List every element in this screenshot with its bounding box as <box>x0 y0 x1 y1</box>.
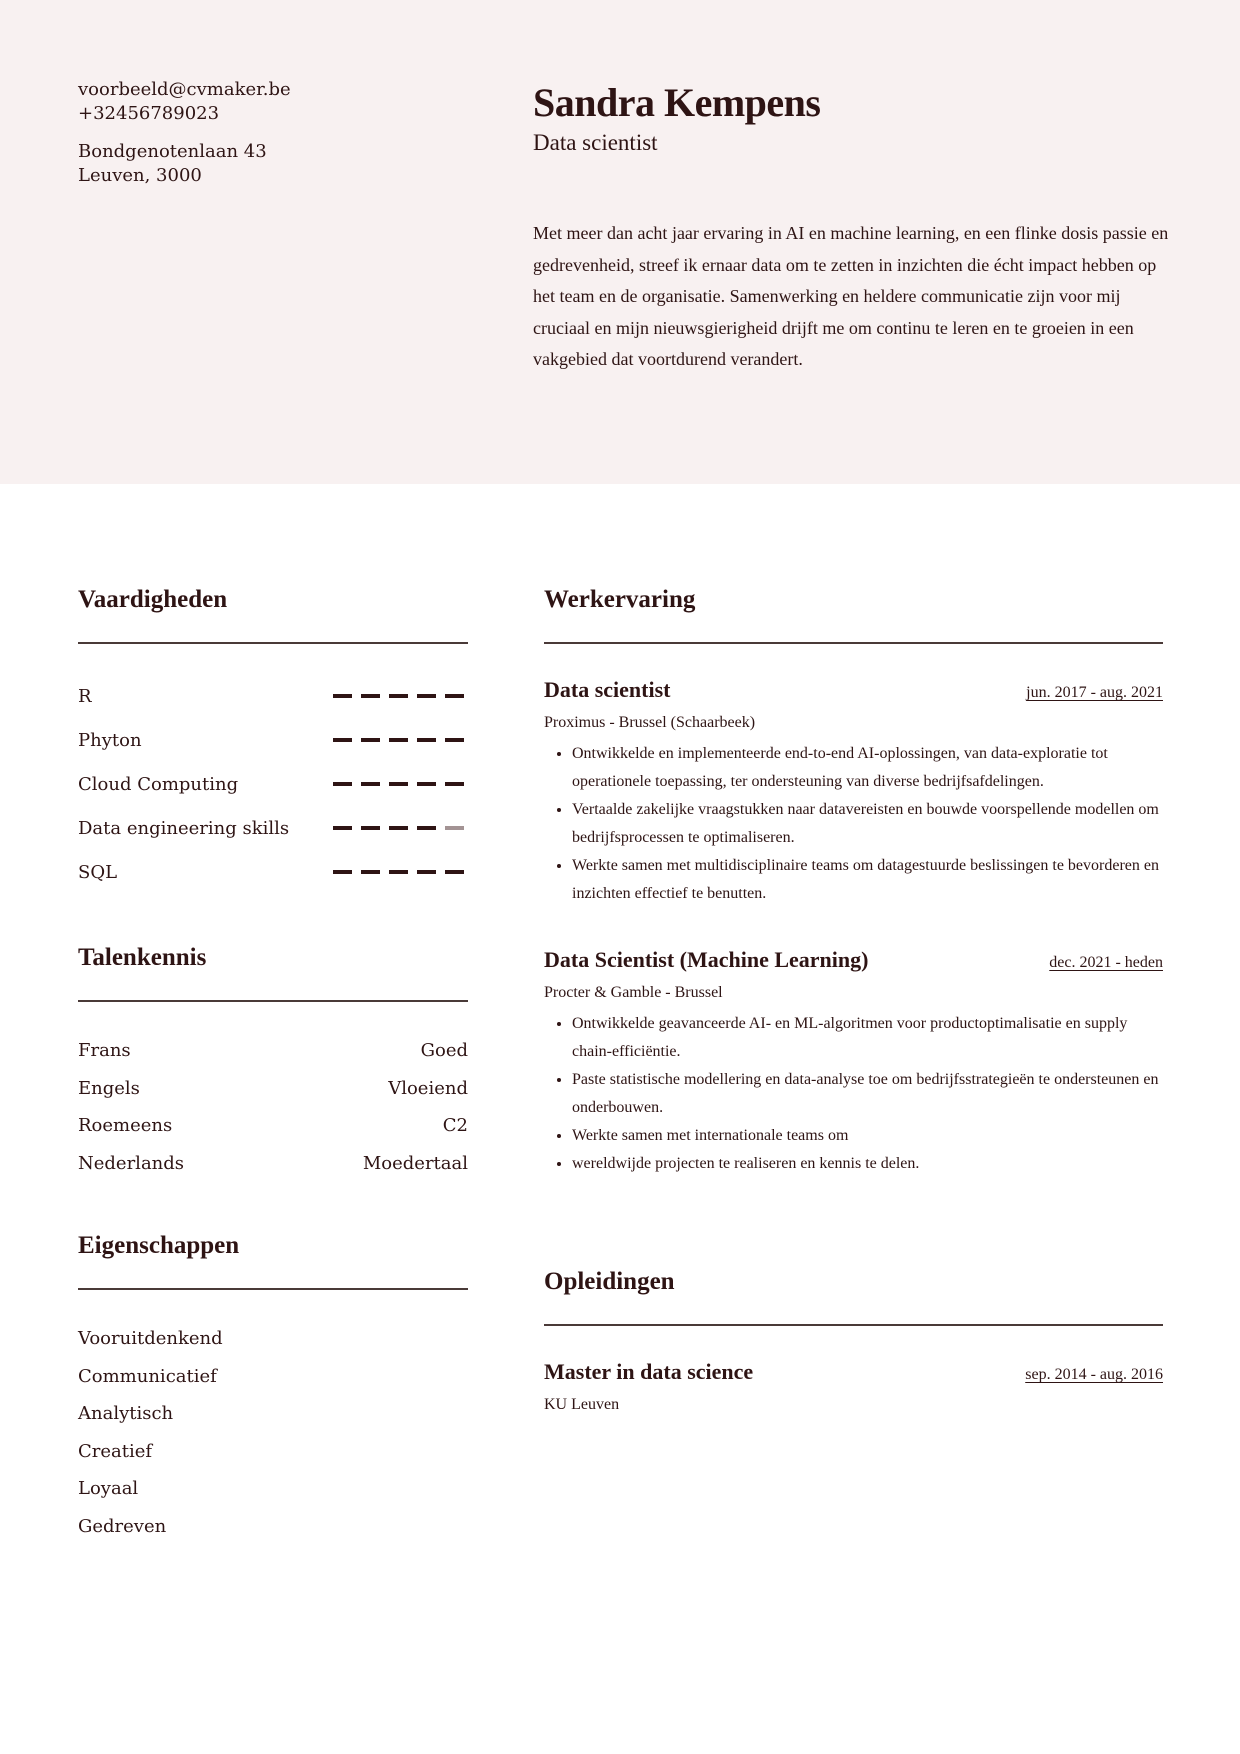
language-row <box>78 1032 468 1070</box>
right-column <box>544 580 1163 1416</box>
skill-level-meter <box>333 738 464 742</box>
skill-row <box>78 718 468 762</box>
skill-level-segment-filled <box>333 826 352 830</box>
skill-name: R <box>78 685 92 707</box>
job-company: Procter & Gamble - Brussel <box>544 984 723 1001</box>
section-title-experience: Werkervaring <box>544 586 696 613</box>
language-level: Moedertaal <box>362 1152 468 1174</box>
skill-level-segment-filled <box>361 870 380 874</box>
skill-level-segment-filled <box>417 694 436 698</box>
traits-list <box>78 1320 468 1545</box>
section-divider <box>78 1000 468 1002</box>
languages-section <box>78 938 468 1182</box>
job-date: jun. 2017 - aug. 2021 <box>1026 684 1163 701</box>
section-divider <box>544 1324 1163 1326</box>
skills-list <box>78 674 468 894</box>
education-entry <box>544 1356 1163 1416</box>
job-bullet: • Ontwikkelde en implementeerde end-to-end AI-oplossingen, van data-exploratie tot operationele toepassing, ter ondersteuning van diverse bedrijfsafdelingen. <box>572 740 1163 796</box>
skills-section <box>78 580 468 894</box>
education-section <box>544 1262 1163 1416</box>
language-name: Nederlands <box>78 1152 185 1174</box>
job-role: Data scientist <box>544 677 671 702</box>
skill-level-segment-filled <box>417 870 436 874</box>
skill-level-segment-filled <box>445 782 464 786</box>
skill-name: SQL <box>78 861 118 883</box>
section-title-languages: Talenkennis <box>78 944 207 971</box>
language-level: Vloeiend <box>388 1077 468 1099</box>
skill-level-segment-filled <box>389 738 408 742</box>
section-divider <box>78 1288 468 1290</box>
skill-level-segment-filled <box>389 826 408 830</box>
skill-level-segment-empty <box>445 826 464 830</box>
job-header <box>544 944 1163 976</box>
experience-list <box>544 674 1163 1178</box>
trait-item: Gedreven <box>78 1515 167 1537</box>
traits-section <box>78 1226 468 1545</box>
skill-level-meter <box>333 694 464 698</box>
job-header <box>544 674 1163 706</box>
job-bullet: • Ontwikkelde geavanceerde AI- en ML-algoritmen voor productoptimalisatie en supply chain-efficiëntie. <box>572 1010 1163 1066</box>
trait-item: Vooruitdenkend <box>78 1328 223 1349</box>
skill-level-segment-filled <box>361 738 380 742</box>
contact-info <box>78 78 291 188</box>
job-role: Data Scientist (Machine Learning) <box>544 947 869 972</box>
skill-level-segment-filled <box>445 738 464 742</box>
section-title-skills: Vaardigheden <box>78 586 228 613</box>
education-school: KU Leuven <box>544 1396 620 1413</box>
job-entry <box>544 674 1163 908</box>
skill-name: Phyton <box>78 729 142 751</box>
education-header <box>544 1356 1163 1388</box>
skill-row <box>78 674 468 718</box>
skill-level-segment-filled <box>445 870 464 874</box>
job-company: Proximus - Brussel (Schaarbeek) <box>544 714 756 731</box>
left-column <box>78 580 468 1545</box>
candidate-name: Sandra Kempens <box>533 80 821 125</box>
education-date: sep. 2014 - aug. 2016 <box>1025 1366 1163 1383</box>
skill-level-segment-filled <box>417 782 436 786</box>
street-address: Bondgenotenlaan 43 <box>78 141 267 162</box>
job-bullet: • Vertaalde zakelijke vraagstukken naar datavereisten en bouwde voorspellende modellen om bedrijfsprocessen te optimaliseren. <box>572 796 1163 852</box>
skill-level-segment-filled <box>333 782 352 786</box>
skill-level-segment-filled <box>417 826 436 830</box>
header-band <box>0 0 1240 484</box>
phone[interactable]: +32456789023 <box>78 103 220 124</box>
skill-name: Cloud Computing <box>78 773 239 795</box>
experience-section <box>544 580 1163 1178</box>
skill-row <box>78 850 468 894</box>
city: Leuven, 3000 <box>78 165 202 186</box>
skill-level-meter <box>333 826 464 830</box>
skill-level-segment-filled <box>417 738 436 742</box>
skill-level-segment-filled <box>333 694 352 698</box>
skill-level-segment-filled <box>389 782 408 786</box>
job-bullet: • Paste statistische modellering en data-analyse toe om bedrijfsstrategieën te ondersteunen en onderbouwen. <box>572 1066 1163 1122</box>
section-title-traits: Eigenschappen <box>78 1232 240 1259</box>
job-bullet: • wereldwijde projecten te realiseren en kennis te delen. <box>572 1150 1163 1178</box>
skill-level-segment-filled <box>333 870 352 874</box>
language-name: Engels <box>78 1077 140 1099</box>
skill-level-segment-filled <box>361 694 380 698</box>
job-bullets <box>544 740 1163 908</box>
skill-level-segment-filled <box>361 782 380 786</box>
job-bullet: • Werkte samen met multidisciplinaire teams om datagestuurde beslissingen te bevorderen en inzichten effectief te benutten. <box>572 852 1163 908</box>
skill-level-segment-filled <box>333 738 352 742</box>
section-divider <box>544 642 1163 644</box>
candidate-title: Data scientist <box>533 130 658 155</box>
language-name: Frans <box>78 1040 131 1061</box>
language-row <box>78 1070 468 1108</box>
education-list <box>544 1356 1163 1416</box>
trait-item: Analytisch <box>78 1403 174 1424</box>
trait-item: Loyaal <box>78 1478 139 1499</box>
language-level: C2 <box>442 1115 468 1136</box>
skill-level-segment-filled <box>445 694 464 698</box>
profile-summary: Met meer dan acht jaar ervaring in AI en machine learning, en een flinke dosis passie en gedrevenheid, streef ik ernaar data om te zetten in inzichten die écht impact hebben op het team en de organisatie. Samenwerking en heldere communicatie zijn voor mij cruciaal en mijn nieuwsgierigheid drijft me om continu te leren en te groeien in een vakgebied dat voortdurend verandert. <box>533 223 1169 369</box>
languages-list <box>78 1032 468 1182</box>
skill-row <box>78 806 468 850</box>
language-level: Goed <box>420 1040 468 1061</box>
language-row <box>78 1145 468 1183</box>
job-bullets <box>544 1010 1163 1178</box>
job-date: dec. 2021 - heden <box>1049 954 1163 971</box>
skill-name: Data engineering skills <box>78 817 290 839</box>
skill-level-segment-filled <box>389 694 408 698</box>
section-title-education: Opleidingen <box>544 1268 675 1295</box>
skill-level-meter <box>333 782 464 786</box>
job-entry <box>544 944 1163 1178</box>
trait-item: Communicatief <box>78 1365 217 1387</box>
language-name: Roemeens <box>78 1115 173 1136</box>
language-row <box>78 1107 468 1145</box>
trait-item: Creatief <box>78 1440 153 1462</box>
section-divider <box>78 642 468 644</box>
skill-row <box>78 762 468 806</box>
skill-level-segment-filled <box>389 870 408 874</box>
email[interactable]: voorbeeld@cvmaker.be <box>78 79 291 100</box>
skill-level-meter <box>333 870 464 874</box>
education-degree: Master in data science <box>544 1359 754 1384</box>
skill-level-segment-filled <box>361 826 380 830</box>
job-bullet: • Werkte samen met internationale teams om <box>572 1122 1163 1150</box>
